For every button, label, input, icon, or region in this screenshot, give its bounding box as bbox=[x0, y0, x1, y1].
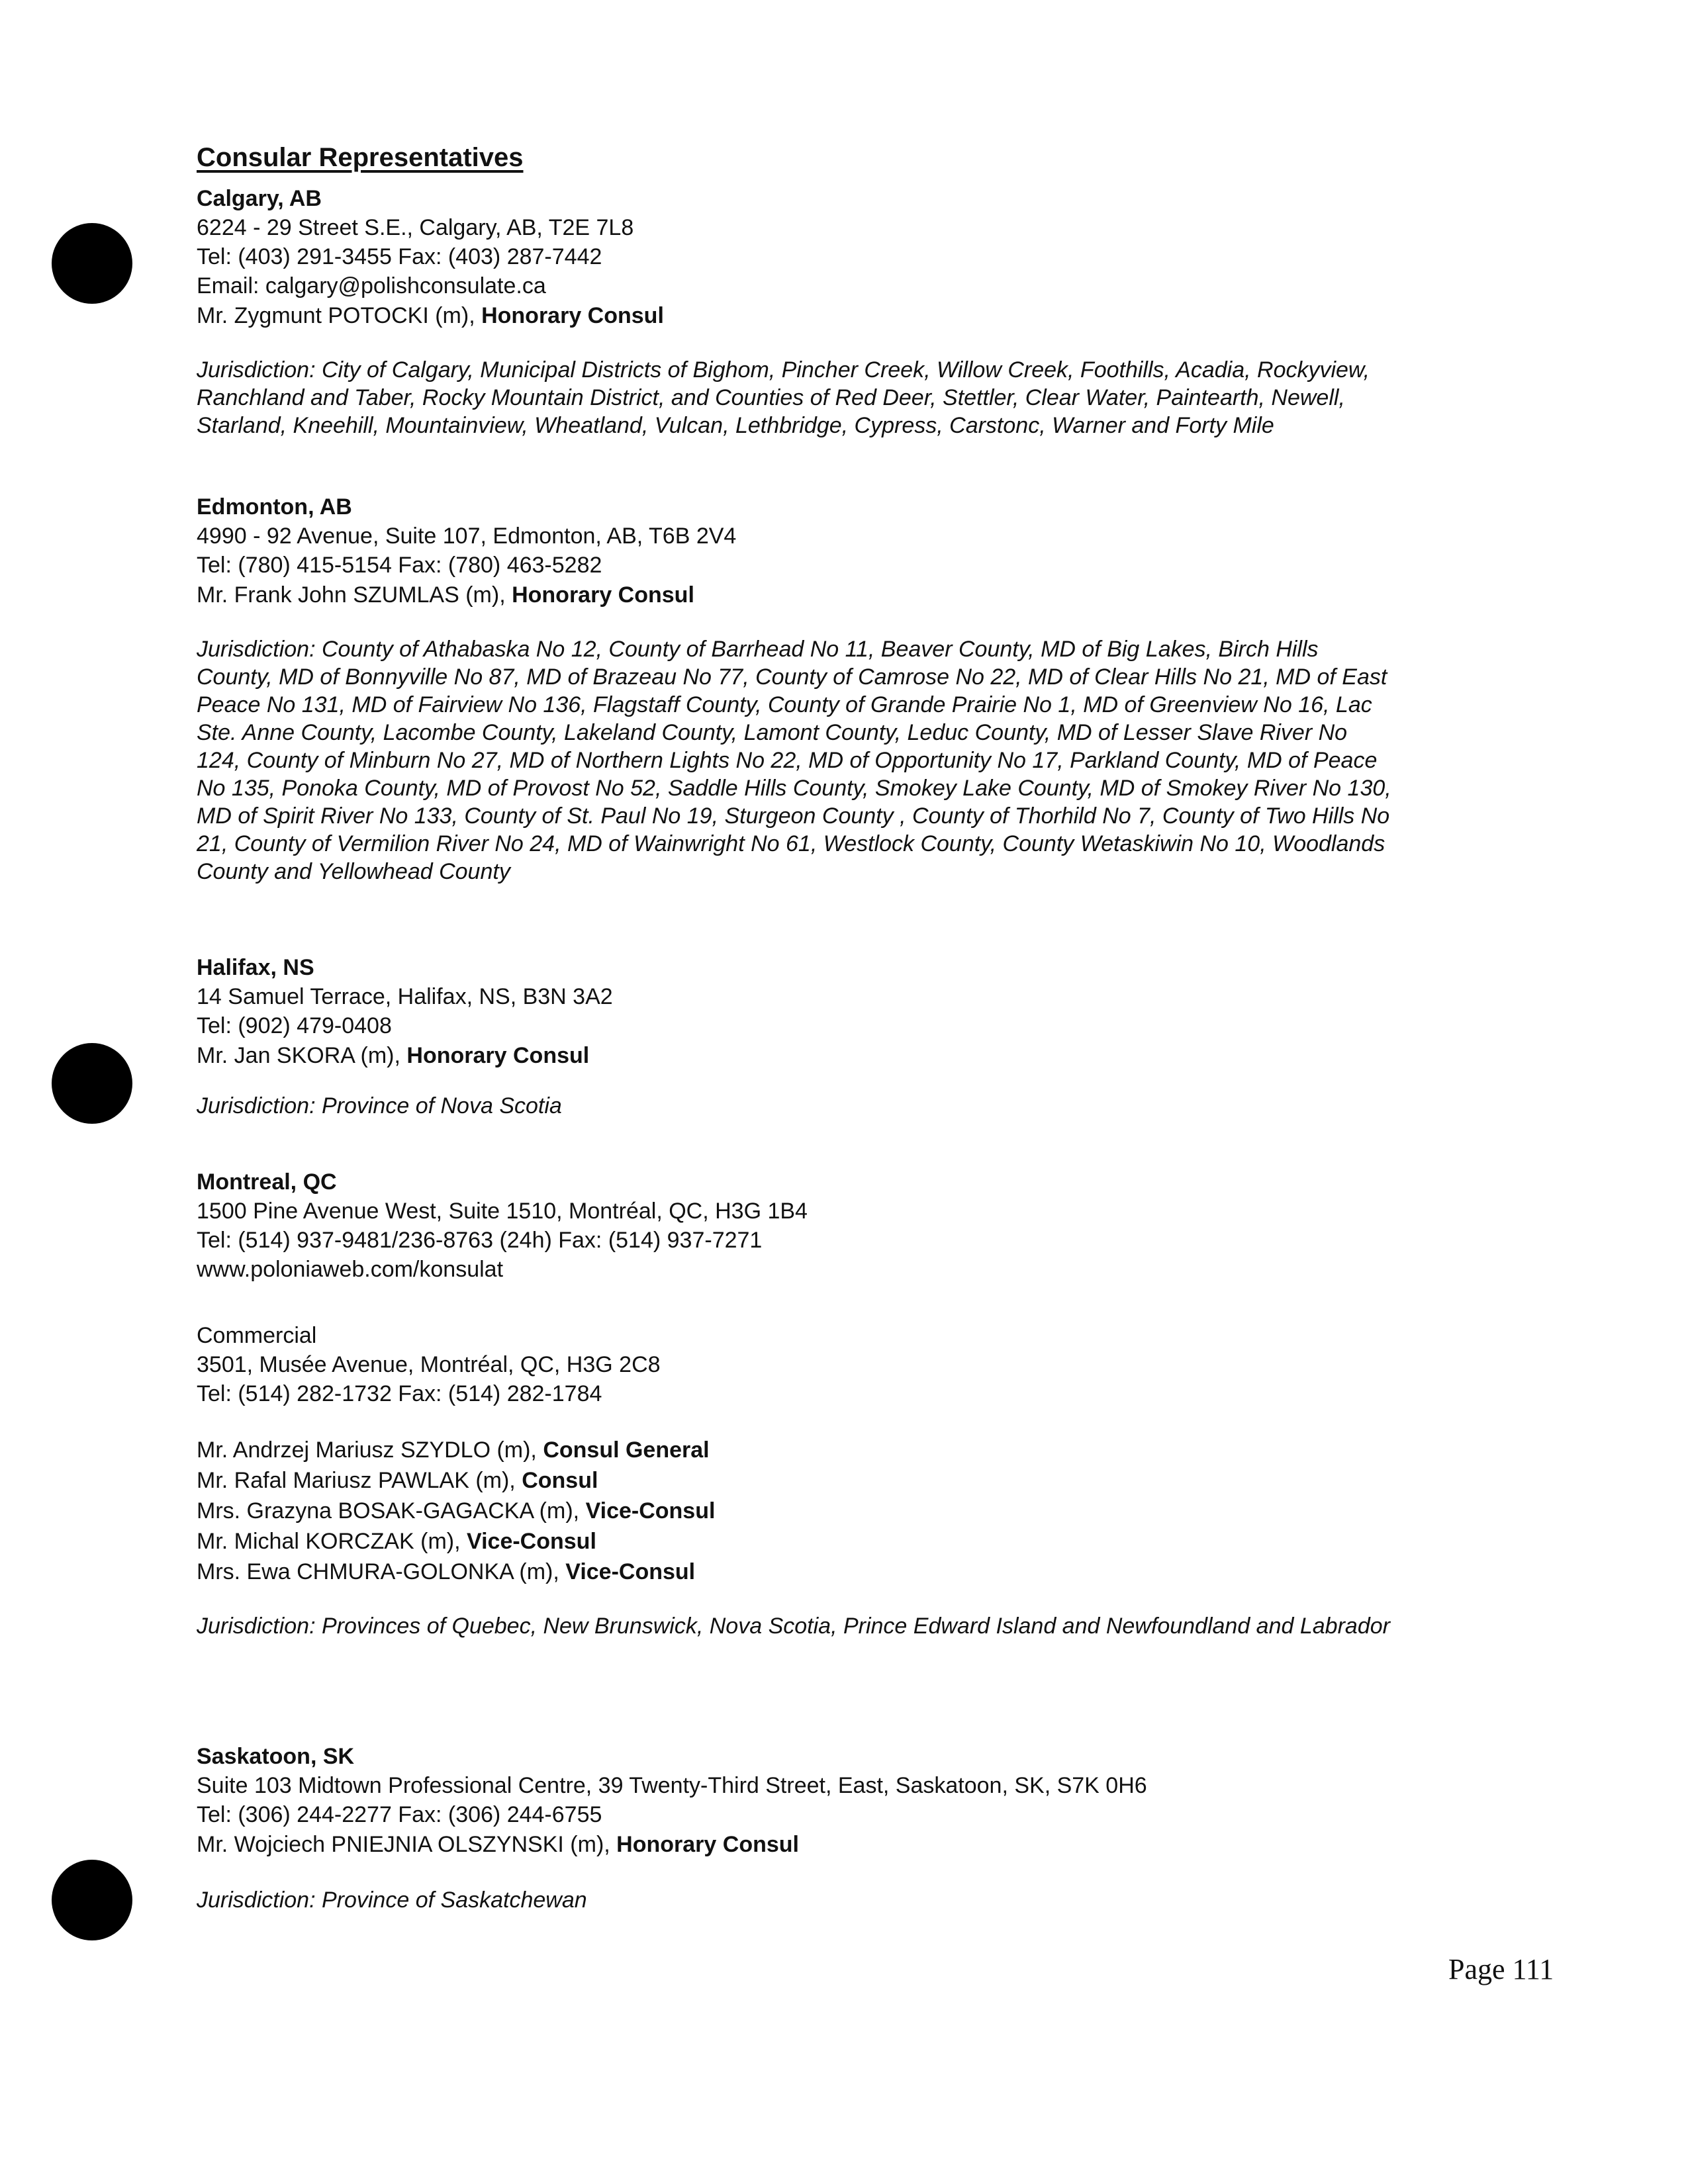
jurisdiction-line: City of Calgary, Municipal Districts of Bighom, Pincher Creek, Willow Creek, Foothills, Acadia, Rockyview, bbox=[321, 357, 1370, 383]
rep-title: Honorary Consul bbox=[616, 1832, 799, 1857]
jurisdiction bbox=[197, 1886, 1547, 1914]
representative bbox=[197, 1040, 1547, 1071]
jurisdiction bbox=[197, 356, 1547, 439]
jurisdiction-line: Ranchland and Taber, Rocky Mountain District, and Counties of Red Deer, Stettler, Clear Water, Paintearth, Newell, bbox=[197, 385, 1345, 410]
rep-title: Consul bbox=[522, 1468, 598, 1493]
website: www.poloniaweb.com/konsulat bbox=[197, 1257, 504, 1282]
punch-hole-bottom bbox=[52, 1860, 132, 1940]
halifax-entry bbox=[197, 953, 1547, 1120]
rep-name: Mr. Michal KORCZAK (m), bbox=[197, 1529, 461, 1554]
representative bbox=[197, 1496, 1547, 1526]
rep-title: Vice-Consul bbox=[585, 1498, 716, 1524]
rep-title: Honorary Consul bbox=[512, 582, 694, 608]
jurisdiction-text: Province of Nova Scotia bbox=[321, 1093, 562, 1118]
jurisdiction-line: 21, County of Vermilion River No 24, MD of Wainwright No 61, Westlock County, County Wetaskiwin No 10, Woodlands bbox=[197, 831, 1385, 856]
jurisdiction-label: Jurisdiction: bbox=[197, 637, 316, 662]
page-number: Page 111 bbox=[1448, 1953, 1554, 1985]
city-heading: Saskatoon, SK bbox=[197, 1744, 355, 1769]
jurisdiction-line: MD of Spirit River No 133, County of St. Paul No 19, Sturgeon County , County of Thorhild No 7, County of Two Hills No bbox=[197, 803, 1390, 829]
saskatoon-entry bbox=[197, 1742, 1547, 1914]
representative bbox=[197, 1557, 1547, 1587]
representative bbox=[197, 1526, 1547, 1557]
punch-hole-middle bbox=[52, 1043, 132, 1124]
rep-title: Honorary Consul bbox=[406, 1043, 590, 1068]
jurisdiction-line: County of Athabaska No 12, County of Barrhead No 11, Beaver County, MD of Big Lakes, Birch Hills bbox=[321, 637, 1319, 662]
representative bbox=[197, 300, 1547, 331]
commercial-phone-fax: Tel: (514) 282-1732 Fax: (514) 282-1784 bbox=[197, 1381, 602, 1406]
jurisdiction-text: Province of Saskatchewan bbox=[321, 1888, 587, 1913]
phone-fax: Tel: (403) 291-3455 Fax: (403) 287-7442 bbox=[197, 244, 602, 269]
jurisdiction-line: Peace No 131, MD of Fairview No 136, Flagstaff County, County of Grande Prairie No 1, MD of Greenview No 16, Lac bbox=[197, 692, 1372, 717]
calgary-entry bbox=[197, 184, 1547, 439]
jurisdiction bbox=[197, 1612, 1547, 1640]
city-heading: Montreal, QC bbox=[197, 1169, 337, 1195]
montreal-entry bbox=[197, 1167, 1547, 1640]
jurisdiction-line: County and Yellowhead County bbox=[197, 859, 510, 884]
section-heading: Consular Representatives bbox=[197, 143, 524, 172]
address: Suite 103 Midtown Professional Centre, 39 Twenty-Third Street, East, Saskatoon, SK, S7K 0H6 bbox=[197, 1773, 1147, 1798]
rep-name: Mr. Frank John SZUMLAS (m), bbox=[197, 582, 506, 608]
phone-fax: Tel: (306) 244-2277 Fax: (306) 244-6755 bbox=[197, 1802, 602, 1827]
rep-name: Mr. Zygmunt POTOCKI (m), bbox=[197, 303, 475, 328]
rep-name: Mrs. Ewa CHMURA-GOLONKA (m), bbox=[197, 1559, 559, 1584]
rep-title: Consul General bbox=[543, 1437, 710, 1463]
representative bbox=[197, 1435, 1547, 1465]
address: 1500 Pine Avenue West, Suite 1510, Montréal, QC, H3G 1B4 bbox=[197, 1199, 808, 1224]
jurisdiction bbox=[197, 1092, 1547, 1120]
commercial-label: Commercial bbox=[197, 1323, 317, 1348]
edmonton-entry bbox=[197, 492, 1547, 886]
jurisdiction-label: Jurisdiction: bbox=[197, 1093, 316, 1118]
phone: Tel: (902) 479-0408 bbox=[197, 1013, 392, 1038]
representative bbox=[197, 1829, 1547, 1860]
rep-name: Mr. Andrzej Mariusz SZYDLO (m), bbox=[197, 1437, 537, 1463]
address: 6224 - 29 Street S.E., Calgary, AB, T2E 7L8 bbox=[197, 215, 634, 240]
rep-title: Vice-Consul bbox=[467, 1529, 596, 1554]
jurisdiction-label: Jurisdiction: bbox=[197, 357, 316, 383]
representative bbox=[197, 580, 1547, 610]
rep-name: Mrs. Grazyna BOSAK-GAGACKA (m), bbox=[197, 1498, 580, 1524]
jurisdiction-line: Ste. Anne County, Lacombe County, Lakeland County, Lamont County, Leduc County, MD of Lesser Slave River No bbox=[197, 720, 1348, 745]
address: 14 Samuel Terrace, Halifax, NS, B3N 3A2 bbox=[197, 984, 613, 1009]
punch-hole-top bbox=[52, 223, 132, 304]
jurisdiction-label: Jurisdiction: bbox=[197, 1614, 316, 1639]
representatives-list bbox=[197, 1435, 1547, 1587]
jurisdiction-line: Starland, Kneehill, Mountainview, Wheatland, Vulcan, Lethbridge, Cypress, Carstonc, Warner and Forty Mile bbox=[197, 413, 1274, 438]
rep-title: Honorary Consul bbox=[481, 303, 664, 328]
representative bbox=[197, 1465, 1547, 1496]
jurisdiction bbox=[197, 635, 1547, 886]
city-heading: Calgary, AB bbox=[197, 186, 322, 211]
phone-fax: Tel: (780) 415-5154 Fax: (780) 463-5282 bbox=[197, 553, 602, 578]
rep-name: Mr. Rafal Mariusz PAWLAK (m), bbox=[197, 1468, 516, 1493]
address: 4990 - 92 Avenue, Suite 107, Edmonton, AB, T6B 2V4 bbox=[197, 523, 737, 549]
rep-name: Mr. Wojciech PNIEJNIA OLSZYNSKI (m), bbox=[197, 1832, 610, 1857]
jurisdiction-line: County, MD of Bonnyville No 87, MD of Brazeau No 77, County of Camrose No 22, MD of Clear Hills No 21, MD of East bbox=[197, 664, 1387, 690]
jurisdiction-line: 124, County of Minburn No 27, MD of Northern Lights No 22, MD of Opportunity No 17, Parkland County, MD of Peace bbox=[197, 748, 1378, 773]
jurisdiction-text: Provinces of Quebec, New Brunswick, Nova Scotia, Prince Edward Island and Newfoundland and Labrador bbox=[321, 1614, 1390, 1639]
jurisdiction-line: No 135, Ponoka County, MD of Provost No 52, Saddle Hills County, Smokey Lake County, MD of Smokey River No 130, bbox=[197, 776, 1391, 801]
jurisdiction-label: Jurisdiction: bbox=[197, 1888, 316, 1913]
city-heading: Edmonton, AB bbox=[197, 494, 352, 520]
city-heading: Halifax, NS bbox=[197, 955, 314, 980]
rep-title: Vice-Consul bbox=[565, 1559, 696, 1584]
email: Email: calgary@polishconsulate.ca bbox=[197, 273, 546, 298]
rep-name: Mr. Jan SKORA (m), bbox=[197, 1043, 400, 1068]
phone-fax: Tel: (514) 937-9481/236-8763 (24h) Fax: (514) 937-7271 bbox=[197, 1228, 763, 1253]
commercial-address: 3501, Musée Avenue, Montréal, QC, H3G 2C8 bbox=[197, 1352, 661, 1377]
